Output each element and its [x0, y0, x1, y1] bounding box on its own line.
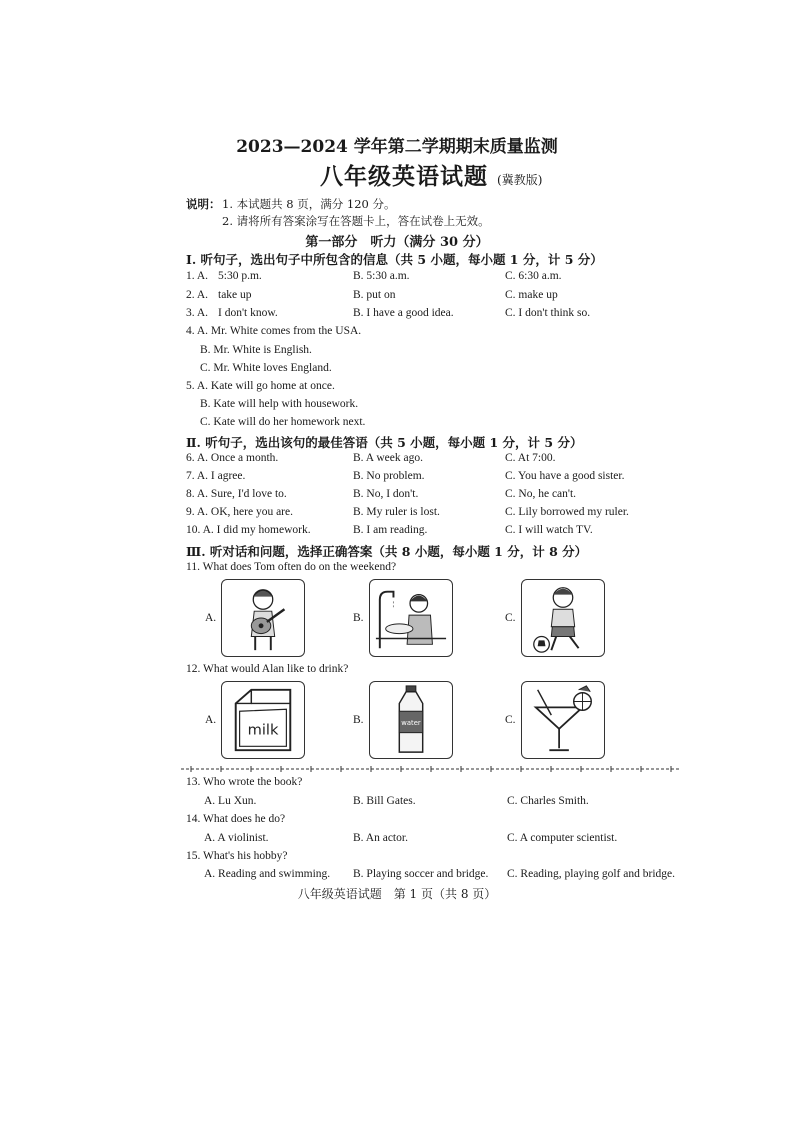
q5-option-a: 5. A. Kate will go home at once.	[186, 380, 335, 392]
q6-option-c: C. At 7:00.	[505, 452, 556, 464]
q3-option-b: B. I have a good idea.	[353, 307, 454, 319]
milk-carton-label: milk	[247, 721, 279, 739]
q14-option-b: B. An actor.	[353, 832, 408, 844]
q5-option-b: B. Kate will help with housework.	[200, 398, 359, 410]
page-footer: 八年级英语试题 第 1 页（共 8 页）	[297, 887, 497, 901]
q11-label-a: A.	[205, 612, 217, 624]
q1-option-c: C. 6:30 a.m.	[505, 270, 562, 282]
q15-option-b: B. Playing soccer and bridge.	[353, 868, 489, 880]
q11-label-b: B.	[353, 612, 364, 624]
q12-picture-water	[369, 681, 453, 759]
exam-title	[320, 158, 542, 191]
q14-option-c: C. A computer scientist.	[507, 832, 618, 844]
q11-stem: 11. What does Tom often do on the weekend?	[186, 561, 397, 573]
cut-line-divider	[181, 765, 681, 773]
q12-stem: 12. What would Alan like to drink?	[186, 663, 349, 675]
q12-label-c: C.	[505, 714, 516, 726]
exam-term-line: 2023—2024 学年第二学期期末质量监测	[236, 137, 558, 157]
exam-title-text: 八年级英语试题	[320, 163, 488, 190]
q3-num: 3. A.	[186, 307, 209, 319]
q8-option-c: C. No, he can't.	[505, 488, 577, 500]
q15-stem: 15. What's his hobby?	[186, 850, 288, 862]
q6-option-b: B. A week ago.	[353, 452, 423, 464]
q10-option-c: C. I will watch TV.	[505, 524, 593, 536]
q9-option-c: C. Lily borrowed my ruler.	[505, 506, 629, 518]
q12-picture-cocktail	[521, 681, 605, 759]
q8-option-a: 8. A. Sure, I'd love to.	[186, 488, 287, 500]
q2-option-b: B. put on	[353, 289, 396, 301]
q8-option-b: B. No, I don't.	[353, 488, 419, 500]
q2-option-a: take up	[218, 289, 252, 301]
q2-option-c: C. make up	[505, 289, 558, 301]
section-1-heading: Ⅰ. 听句子，选出句子中所包含的信息（共 5 小题，每小题 1 分，计 5 分）	[186, 252, 603, 267]
q10-option-b: B. I am reading.	[353, 524, 428, 536]
part-one-heading: 第一部分 听力（满分 30 分）	[305, 235, 489, 250]
exam-version: (冀教版)	[497, 173, 543, 187]
q4-option-b: B. Mr. White is English.	[200, 344, 312, 356]
milk-carton-icon	[222, 682, 304, 758]
q13-option-a: A. Lu Xun.	[204, 795, 257, 807]
q1-num: 1. A.	[186, 270, 209, 282]
q6-option-a: 6. A. Once a month.	[186, 452, 279, 464]
q10-option-a: 10. A. I did my homework.	[186, 524, 311, 536]
q11-picture-washing	[369, 579, 453, 657]
section-2-heading: Ⅱ. 听句子，选出该句的最佳答语（共 5 小题，每小题 1 分，计 5 分）	[186, 435, 583, 450]
q12-label-b: B.	[353, 714, 364, 726]
water-bottle-icon	[370, 682, 452, 758]
boy-washing-dishes-icon	[370, 580, 452, 656]
q5-option-c: C. Kate will do her homework next.	[200, 416, 366, 428]
q9-option-b: B. My ruler is lost.	[353, 506, 440, 518]
q12-label-a: A.	[205, 714, 217, 726]
section-3-heading: Ⅲ. 听对话和问题，选择正确答案（共 8 小题，每小题 1 分，计 8 分）	[186, 544, 588, 559]
q3-option-a: I don't know.	[218, 307, 278, 319]
boy-playing-soccer-icon	[522, 580, 604, 656]
q4-option-a: 4. A. Mr. White comes from the USA.	[186, 325, 362, 337]
instructions-label: 说明：	[186, 197, 221, 211]
q11-picture-soccer	[521, 579, 605, 657]
q9-option-a: 9. A. OK, here you are.	[186, 506, 293, 518]
q4-option-c: C. Mr. White loves England.	[200, 362, 332, 374]
instruction-1: 1. 本试题共 8 页，满分 120 分。	[222, 197, 396, 211]
q13-stem: 13. Who wrote the book?	[186, 776, 303, 788]
q12-picture-milk	[221, 681, 305, 759]
q11-picture-guitar	[221, 579, 305, 657]
q14-option-a: A. A violinist.	[204, 832, 269, 844]
q14-stem: 14. What does he do?	[186, 813, 286, 825]
boy-playing-guitar-icon	[222, 580, 304, 656]
q2-num: 2. A.	[186, 289, 209, 301]
q3-option-c: C. I don't think so.	[505, 307, 591, 319]
q13-option-c: C. Charles Smith.	[507, 795, 589, 807]
q15-option-c: C. Reading, playing golf and bridge.	[507, 868, 675, 880]
q13-option-b: B. Bill Gates.	[353, 795, 416, 807]
q7-option-c: C. You have a good sister.	[505, 470, 625, 482]
q1-option-a: 5:30 p.m.	[218, 270, 262, 282]
q11-label-c: C.	[505, 612, 516, 624]
water-bottle-label: water	[401, 718, 421, 727]
q1-option-b: B. 5:30 a.m.	[353, 270, 410, 282]
q7-option-b: B. No problem.	[353, 470, 425, 482]
q15-option-a: A. Reading and swimming.	[204, 868, 331, 880]
cocktail-glass-icon	[522, 682, 604, 758]
q7-option-a: 7. A. I agree.	[186, 470, 246, 482]
instruction-2: 2. 请将所有答案涂写在答题卡上，答在试卷上无效。	[222, 214, 490, 228]
